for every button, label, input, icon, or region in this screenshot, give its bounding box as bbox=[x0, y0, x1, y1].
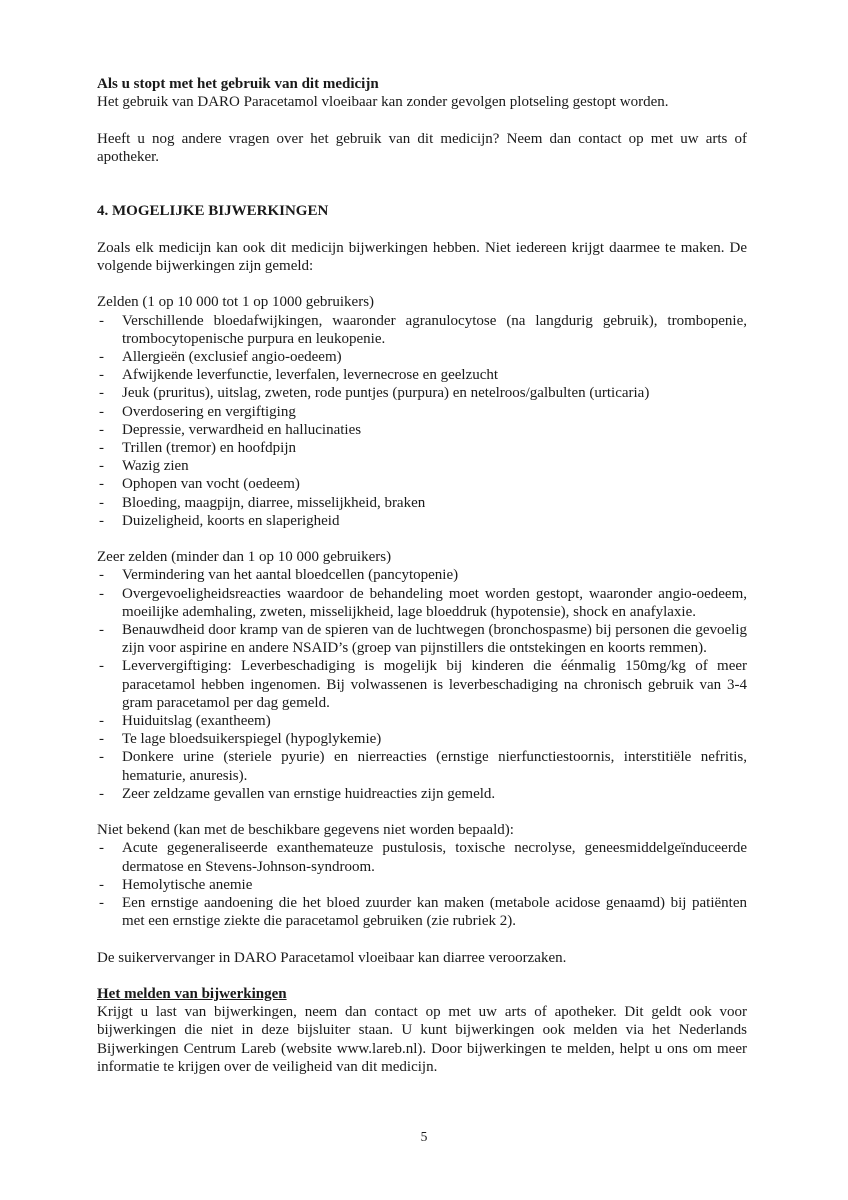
list-item: - Zeer zeldzame gevallen van ernstige huidreacties zijn gemeld. bbox=[97, 785, 747, 803]
list-item: - Huiduitslag (exantheem) bbox=[97, 712, 747, 730]
niet-bekend-list bbox=[97, 839, 747, 930]
zeer-zelden-list bbox=[97, 566, 747, 803]
list-item: - Depressie, verwardheid en hallucinaties bbox=[97, 421, 747, 439]
melden-heading: Het melden van bijwerkingen bbox=[97, 986, 287, 1003]
list-item: - Verschillende bloedafwijkingen, waaronder agranulocytose (na langdurig gebruik), trombopenie, trombocytopenische purpura en leukopenie. bbox=[97, 312, 747, 348]
sweetener-note: De suikervervanger in DARO Paracetamol vloeibaar kan diarree veroorzaken. bbox=[97, 949, 567, 966]
list-item: - Benauwdheid door kramp van de spieren van de luchtwegen (bronchospasme) bij personen die gevoelig zijn voor aspirine en andere NSAID’s (groep van pijnstillers die ontstekingen en koorts remmen). bbox=[97, 621, 747, 657]
list-item: - Ophopen van vocht (oedeem) bbox=[97, 475, 747, 493]
melden-body: Krijgt u last van bijwerkingen, neem dan contact op met uw arts of apotheker. Dit geldt ook voor bijwerkingen die niet in deze bijsluiter staan. U kunt bijwerkingen ook melden via het Nederlands Bijwerkingen Centrum Lareb (website www.lareb.nl). Door bijwerkingen te melden, helpt u ons om meer informatie te krijgen over de veiligheid van dit medicijn. bbox=[97, 1004, 747, 1075]
list-item: - Duizeligheid, koorts en slaperigheid bbox=[97, 512, 747, 530]
list-item: - Overdosering en vergiftiging bbox=[97, 403, 747, 421]
list-item: - Leververgiftiging: Leverbeschadiging is mogelijk bij kinderen die éénmalig 150mg/kg of meer paracetamol hebben ingenomen. Bij volwassenen is leverbeschadiging na chronisch gebruik van 3-4 gram paracetamol per dag gemeld. bbox=[97, 657, 747, 712]
list-item: - Hemolytische anemie bbox=[97, 876, 747, 894]
list-item: - Overgevoeligheidsreacties waardoor de behandeling moet worden gestopt, waaronder angio-oedeem, moeilijke ademhaling, zweten, misselijkheid, lage bloeddruk (hypotensie), shock en anafylaxie. bbox=[97, 585, 747, 621]
questions-paragraph: Heeft u nog andere vragen over het gebruik van dit medicijn? Neem dan contact op met uw arts of apotheker. bbox=[97, 130, 747, 165]
page-number: 5 bbox=[420, 1129, 428, 1144]
list-item: - Donkere urine (steriele pyurie) en nierreacties (ernstige nierfunctiestoornis, interstitiële nefritis, hematurie, anuresis). bbox=[97, 748, 747, 784]
list-item: - Allergieën (exclusief angio-oedeem) bbox=[97, 348, 747, 366]
niet-bekend-label: Niet bekend (kan met de beschikbare gegevens niet worden bepaald): bbox=[97, 822, 514, 839]
zelden-list bbox=[97, 312, 747, 530]
stop-section-body: Het gebruik van DARO Paracetamol vloeibaar kan zonder gevolgen plotseling gestopt worden. bbox=[97, 94, 669, 111]
list-item: - Te lage bloedsuikerspiegel (hypoglykemie) bbox=[97, 730, 747, 748]
list-item: - Vermindering van het aantal bloedcellen (pancytopenie) bbox=[97, 566, 747, 584]
stop-section-heading: Als u stopt met het gebruik van dit medicijn bbox=[97, 76, 379, 92]
list-item: - Acute gegeneraliseerde exanthemateuze pustulosis, toxische necrolyse, geneesmiddelgeïnduceerde dermatose en Stevens-Johnson-syndroom. bbox=[97, 839, 747, 875]
list-item: - Trillen (tremor) en hoofdpijn bbox=[97, 439, 747, 457]
list-item: - Een ernstige aandoening die het bloed zuurder kan maken (metabole acidose genaamd) bij patiënten met een ernstige ziekte die paracetamol gebruiken (zie rubriek 2). bbox=[97, 894, 747, 930]
list-item: - Afwijkende leverfunctie, leverfalen, levernecrose en geelzucht bbox=[97, 366, 747, 384]
section4-intro: Zoals elk medicijn kan ook dit medicijn bijwerkingen hebben. Niet iedereen krijgt daarmee te maken. De volgende bijwerkingen zijn gemeld: bbox=[97, 239, 747, 274]
list-item: - Wazig zien bbox=[97, 457, 747, 475]
zelden-label: Zelden (1 op 10 000 tot 1 op 1000 gebruikers) bbox=[97, 294, 375, 311]
list-item: - Jeuk (pruritus), uitslag, zweten, rode puntjes (purpura) en netelroos/galbulten (urticaria) bbox=[97, 384, 747, 402]
section4-heading: 4. MOGELIJKE BIJWERKINGEN bbox=[97, 203, 329, 220]
list-item: - Bloeding, maagpijn, diarree, misselijkheid, braken bbox=[97, 494, 747, 512]
leaflet-content bbox=[97, 75, 747, 1076]
zeer-zelden-label: Zeer zelden (minder dan 1 op 10 000 gebruikers) bbox=[97, 549, 392, 566]
